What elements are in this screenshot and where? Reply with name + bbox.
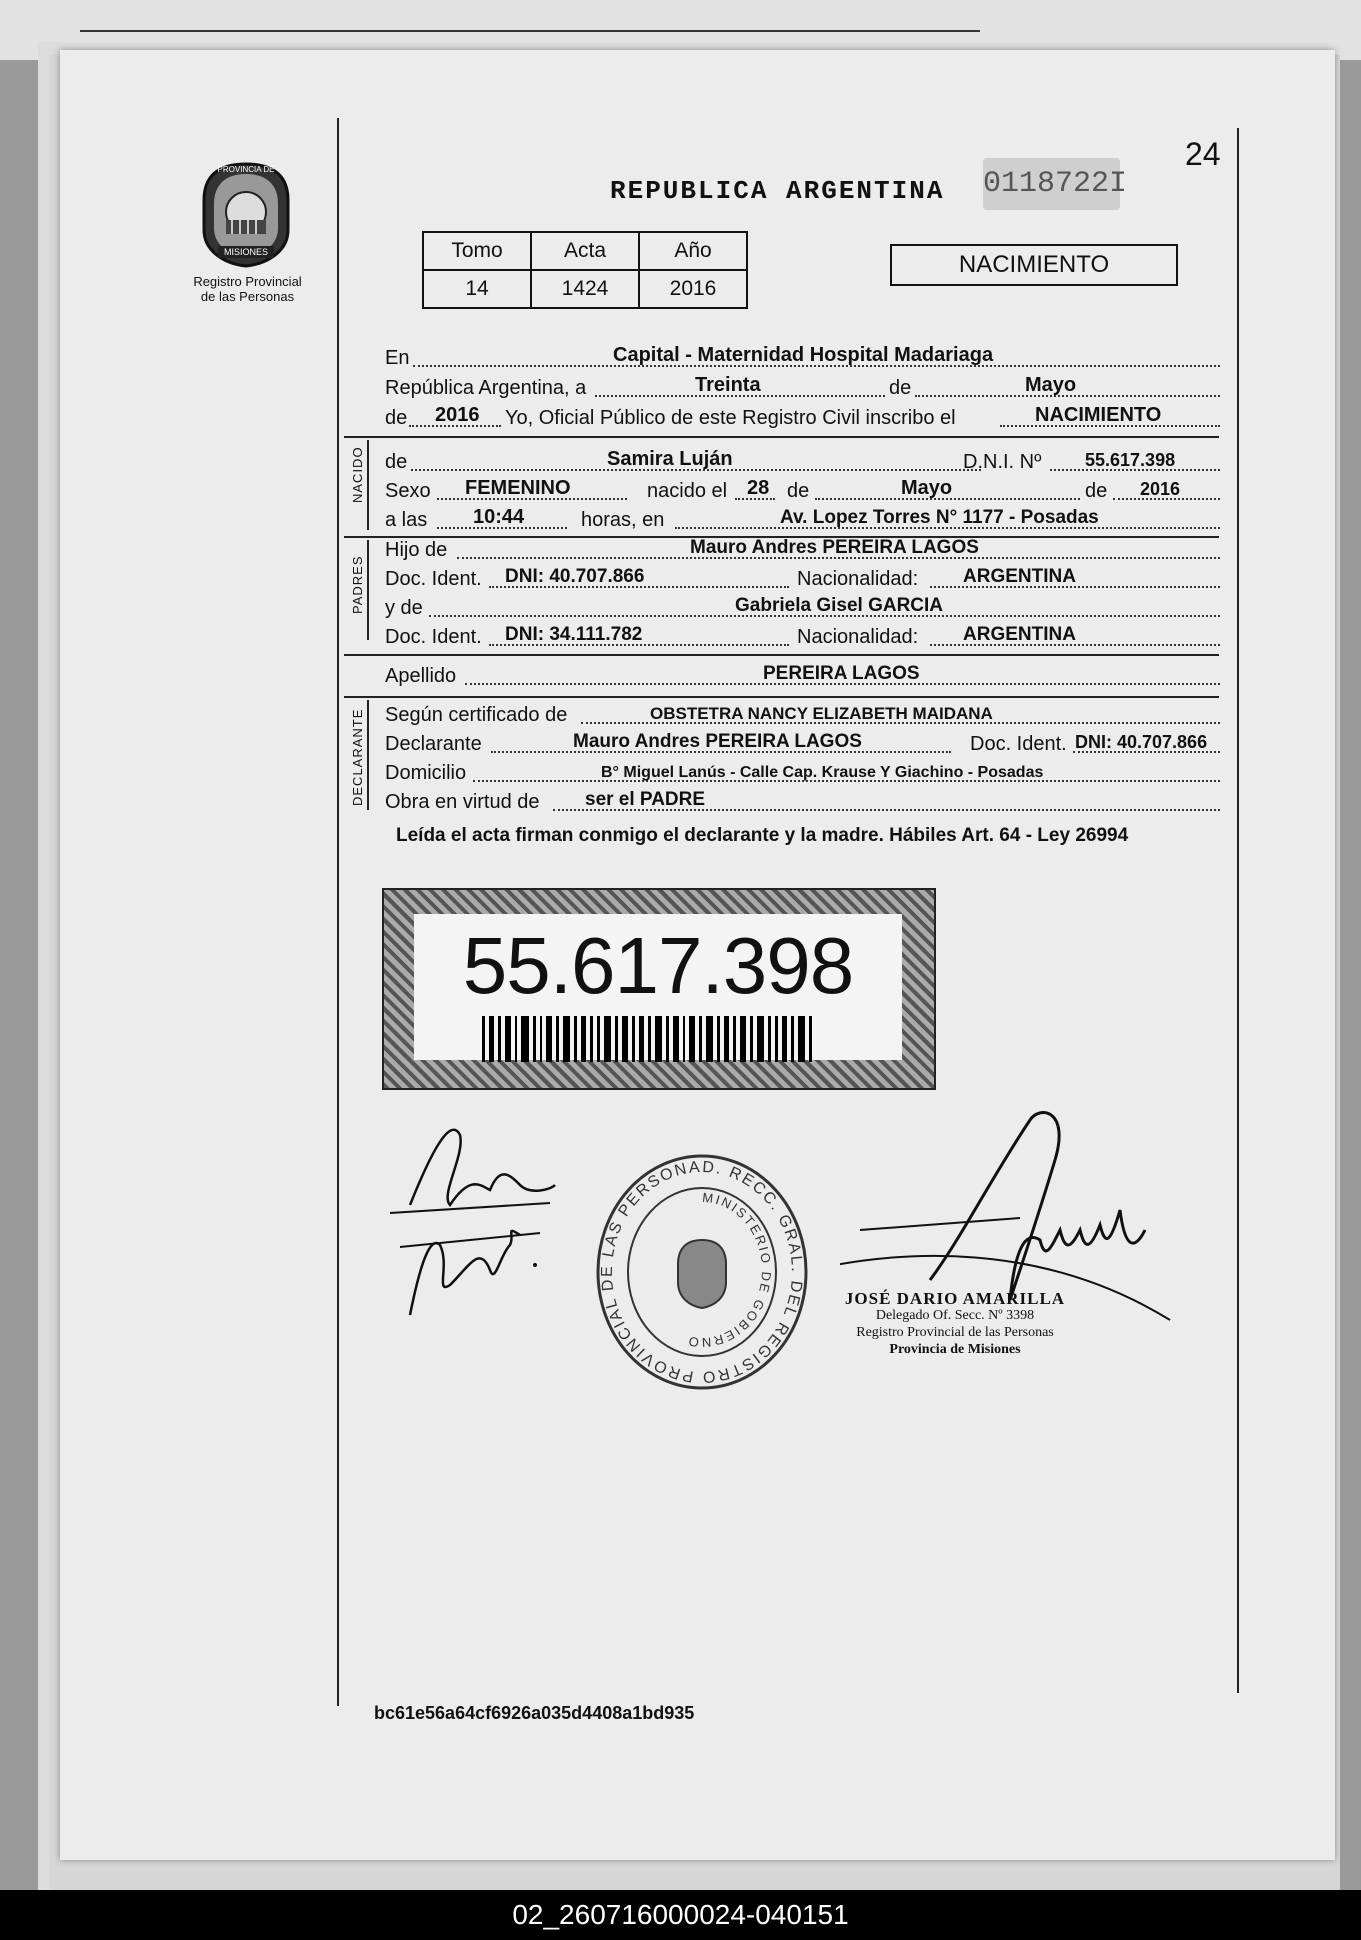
- row-mother-doc: [385, 619, 1220, 649]
- officer-province: Provincia de Misiones: [889, 1342, 1021, 1357]
- y-de-label: y de: [385, 597, 423, 619]
- row-certificado: [385, 697, 1220, 727]
- de-label-3: de: [1085, 480, 1108, 502]
- dni-label: D.N.I. Nº: [963, 451, 1042, 473]
- a-las-label: a las: [385, 509, 428, 531]
- row-republica: [385, 370, 1220, 400]
- row-nacido-name: [385, 444, 1220, 474]
- officer-role: Delegado Of. Secc. Nº 3398: [875, 1308, 1035, 1323]
- obra-label: Obra en virtud de: [385, 791, 540, 813]
- record-table-header: [423, 232, 747, 270]
- nacido-el-label: nacido el: [647, 480, 728, 502]
- row-hora: [385, 502, 1220, 532]
- apellido-label: Apellido: [385, 665, 457, 687]
- logo-caption-line-1: Registro Provincial: [193, 274, 302, 289]
- country-title: REPUBLICA ARGENTINA: [610, 176, 945, 206]
- hijo-de-label: Hijo de: [385, 539, 448, 561]
- nac-label: Nacionalidad:: [797, 626, 919, 648]
- row-domicilio: [385, 755, 1220, 785]
- acta-value: 1424: [531, 270, 639, 308]
- tomo-header: Tomo: [423, 232, 531, 270]
- obra-value: ser el PADRE: [585, 789, 706, 810]
- section-divider: [344, 654, 1219, 656]
- yo-text: Yo, Oficial Público de este Registro Civil inscribo el: [505, 407, 956, 429]
- sexo-value: FEMENINO: [465, 477, 571, 499]
- declarant-signature: [380, 1095, 580, 1325]
- en-label: En: [385, 347, 410, 369]
- right-margin-line: [1237, 128, 1239, 1693]
- de2-label: de: [385, 407, 408, 429]
- seal-outer-text: D. RECC. GRAL. DEL REGISTRO PROVINCIAL DE LAS PERSONA: [598, 1158, 805, 1386]
- mother-nationality: ARGENTINA: [963, 624, 1076, 645]
- declarante-section-label: DECLARANTE: [350, 708, 365, 806]
- tomo-value: 14: [423, 270, 531, 308]
- background-sheet-line: [80, 0, 980, 32]
- logo-caption-line-2: de las Personas: [200, 289, 295, 304]
- document-hash: bc61e56a64cf6926a035d4408a1bd935: [374, 1703, 695, 1723]
- declarante-bracket: [367, 700, 369, 810]
- de-label: de: [889, 377, 912, 399]
- doc-label: Doc. Ident.: [385, 626, 482, 648]
- day-value: Treinta: [695, 374, 761, 396]
- row-yo: [385, 400, 1220, 430]
- logo-text-top: PROVINCIA DE: [217, 165, 275, 174]
- father-nationality: ARGENTINA: [963, 566, 1076, 587]
- republica-label: República Argentina, a: [385, 377, 587, 399]
- nac-label: Nacionalidad:: [797, 568, 919, 590]
- certificado-value: OBSTETRA NANCY ELIZABETH MAIDANA: [650, 704, 993, 723]
- father-name: Mauro Andres PEREIRA LAGOS: [690, 537, 979, 558]
- seal-inner-text: MINISTERIO DE GOBIERNO: [685, 1189, 775, 1351]
- row-obra: [385, 784, 1220, 814]
- barcode: [482, 1016, 812, 1062]
- nacido-bracket: [367, 440, 369, 530]
- record-table-values: [423, 270, 747, 308]
- horas-label: horas, en: [581, 509, 665, 531]
- declarante-label: Declarante: [385, 733, 482, 755]
- child-dni: 55.617.398: [1085, 450, 1176, 470]
- section-divider: [344, 436, 1219, 438]
- anio-header: Año: [639, 232, 747, 270]
- dni-sticker-number: 55.617.398: [462, 921, 854, 1010]
- row-sexo: [385, 473, 1220, 503]
- dni-sticker-label: [414, 914, 902, 1060]
- acta-header: Acta: [531, 232, 639, 270]
- padres-bracket: [367, 540, 369, 640]
- declarante-name: Mauro Andres PEREIRA LAGOS: [573, 731, 862, 752]
- place-value: Capital - Maternidad Hospital Madariaga: [613, 344, 994, 366]
- birth-time: 10:44: [473, 506, 525, 528]
- left-margin-line: [337, 118, 339, 1706]
- row-apellido: [385, 658, 1220, 688]
- domicilio-label: Domicilio: [385, 762, 467, 784]
- birth-address: Av. Lopez Torres N° 1177 - Posadas: [780, 507, 1099, 528]
- row-father-doc: [385, 561, 1220, 591]
- officer-stamp: [820, 1290, 1090, 1358]
- certificado-label: Según certificado de: [385, 704, 568, 726]
- event-value: NACIMIENTO: [1035, 404, 1162, 426]
- father-doc: DNI: 40.707.866: [505, 566, 645, 587]
- province-logo: [196, 160, 296, 270]
- dni-sticker: [382, 888, 936, 1090]
- scan-footer-id: 02_260716000024-040151: [0, 1890, 1361, 1940]
- closing-text: Leída el acta firman conmigo el declarante y la madre. Hábiles Art. 64 - Ley 26994: [396, 825, 1129, 846]
- doc-label: Doc. Ident.: [385, 568, 482, 590]
- record-table: [422, 231, 748, 309]
- birth-day: 28: [747, 477, 770, 499]
- padres-section-label: PADRES: [350, 555, 365, 614]
- sexo-label: Sexo: [385, 480, 431, 502]
- child-name: Samira Luján: [607, 448, 733, 470]
- act-type-box: NACIMIENTO: [890, 244, 1178, 286]
- domicilio-value: B° Miguel Lanús - Calle Cap. Krause Y Giachino - Posadas: [601, 764, 1044, 781]
- de-label-2: de: [787, 480, 810, 502]
- row-y-de: [385, 590, 1220, 620]
- logo-caption: [170, 274, 325, 304]
- mother-name: Gabriela Gisel GARCIA: [735, 595, 944, 616]
- month-value: Mayo: [1025, 374, 1077, 396]
- logo-text-bottom: MISIONES: [223, 247, 269, 257]
- de-label: de: [385, 451, 408, 473]
- declarante-doc-label: Doc. Ident.: [970, 733, 1067, 755]
- birth-month: Mayo: [901, 477, 953, 499]
- mother-doc: DNI: 34.111.782: [505, 624, 643, 645]
- apellido-value: PEREIRA LAGOS: [763, 663, 920, 684]
- row-declarante: [385, 726, 1220, 756]
- year-value: 2016: [435, 404, 480, 426]
- nacido-section-label: NACIDO: [350, 446, 365, 503]
- page-number: 24: [1185, 136, 1221, 172]
- anio-value: 2016: [639, 270, 747, 308]
- official-seal: [590, 1150, 815, 1395]
- row-en: [385, 340, 1220, 370]
- declarante-doc: DNI: 40.707.866: [1075, 732, 1208, 752]
- row-hijo-de: [385, 532, 1220, 562]
- officer-name: JOSÉ DARIO AMARILLA: [844, 1289, 1066, 1308]
- serial-number: 0118722I: [983, 158, 1120, 210]
- birth-year: 2016: [1140, 479, 1181, 499]
- officer-office: Registro Provincial de las Personas: [856, 1325, 1054, 1340]
